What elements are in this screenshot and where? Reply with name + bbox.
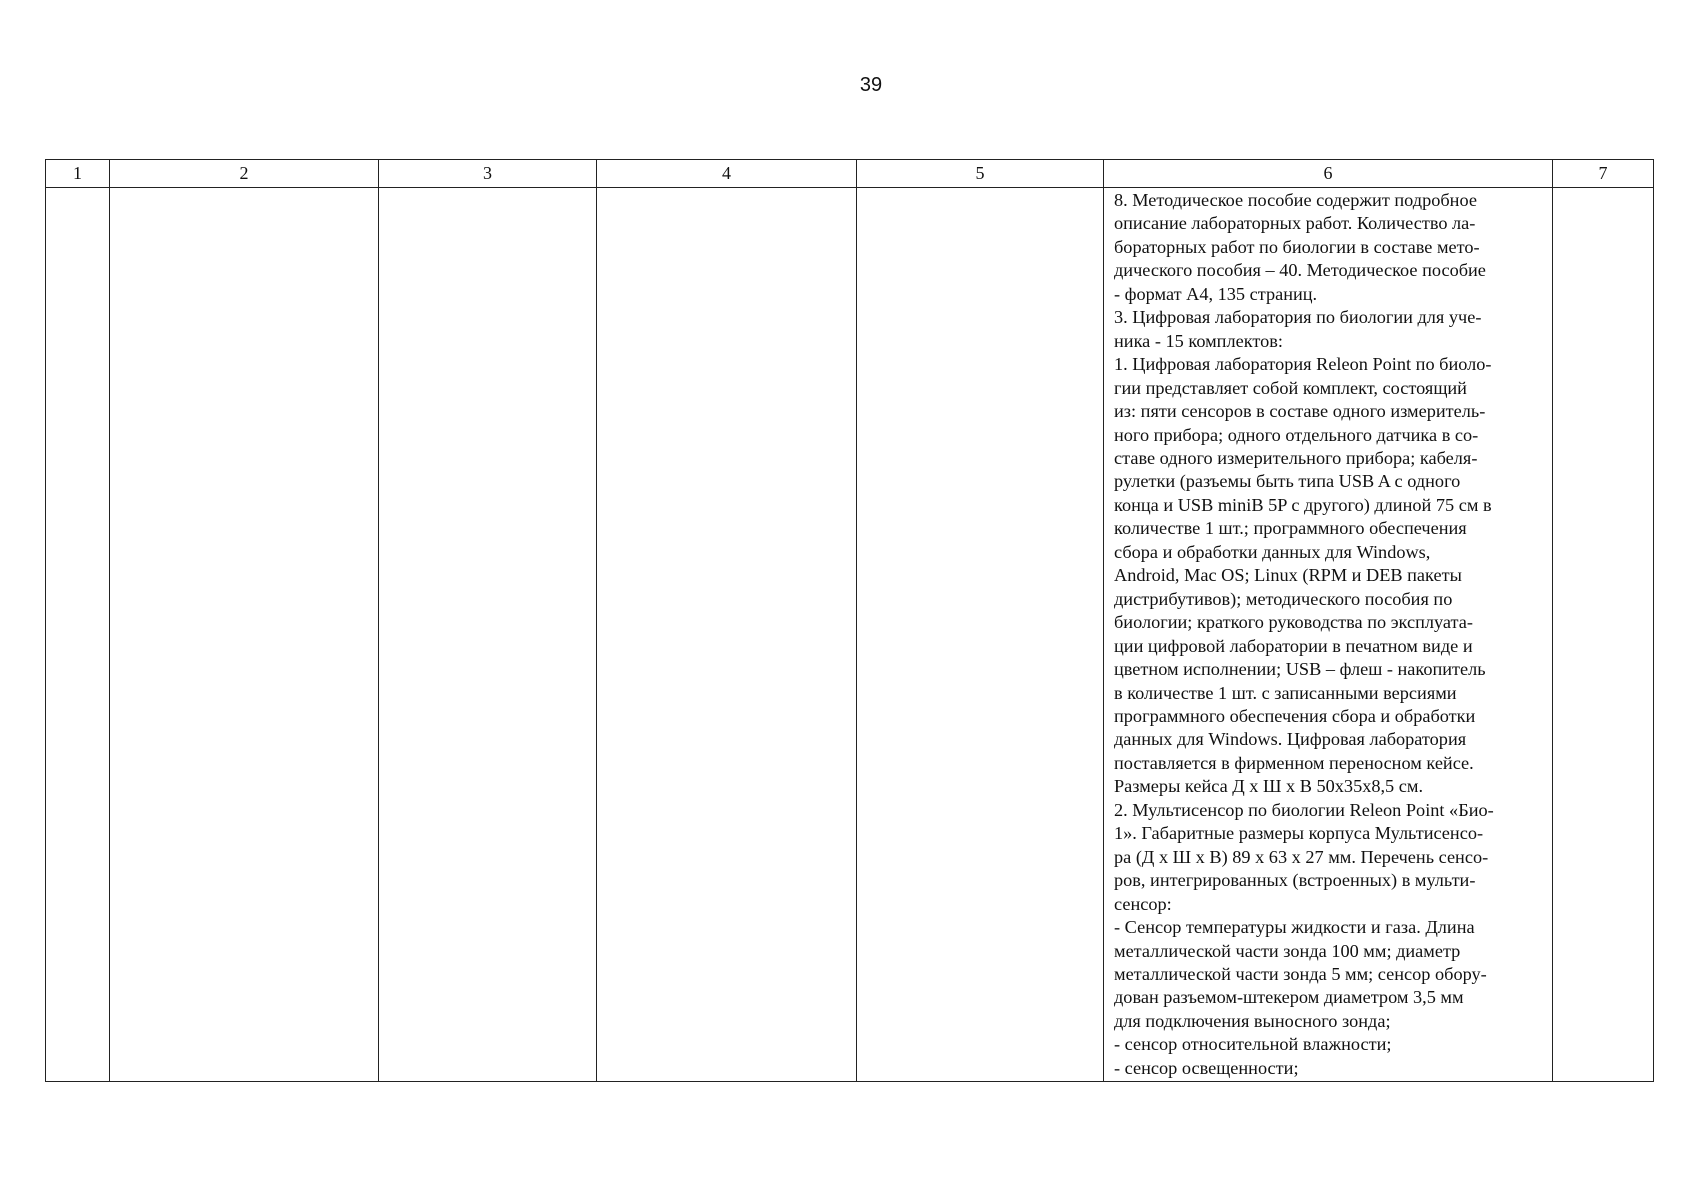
description-line: дован разъемом-штекером диаметром 3,5 мм [1114, 987, 1464, 1008]
description-line: количестве 1 шт.; программного обеспечения [1114, 518, 1467, 539]
description-line: 2. Мультисенсор по биологии Releon Point «Био- [1114, 799, 1494, 820]
description-line: - сенсор относительной влажности; [1114, 1034, 1392, 1055]
cell-col-1 [46, 188, 110, 1082]
cell-col-5 [857, 188, 1104, 1082]
description-line: металлической части зонда 100 мм; диаметр [1114, 940, 1461, 961]
description-line: 1». Габаритные размеры корпуса Мультисенсо- [1114, 823, 1484, 844]
description-line: программного обеспечения сбора и обработки [1114, 705, 1476, 726]
description-line: ра (Д х Ш х В) 89 х 63 х 27 мм. Перечень сенсо- [1114, 846, 1489, 867]
cell-col-4 [597, 188, 857, 1082]
description-line: гии представляет собой комплект, состоящий [1114, 377, 1467, 398]
description-line: - формат А4, 135 страниц. [1114, 283, 1318, 304]
cell-col-3 [379, 188, 597, 1082]
page-number: 39 [859, 74, 883, 96]
description-line: Android, Mac OS; Linux (RPM и DEB пакеты [1114, 565, 1462, 586]
description-line: ставе одного измерительного прибора; кабеля- [1114, 447, 1478, 468]
description-line: 3. Цифровая лаборатория по биологии для уче- [1114, 307, 1482, 328]
description-line: описание лабораторных работ. Количество ла- [1114, 213, 1476, 234]
column-header-4: 4 [597, 160, 857, 188]
description-line: сбора и обработки данных для Windows, [1114, 541, 1431, 562]
description-line: ров, интегрированных (встроенных) в мульти- [1114, 870, 1476, 891]
description-line: бораторных работ по биологии в составе мето- [1114, 236, 1480, 257]
description-line: рулетки (разъемы быть типа USB A с одного [1114, 471, 1461, 492]
column-header-2: 2 [110, 160, 379, 188]
column-header-7: 7 [1553, 160, 1654, 188]
description-line: цветном исполнении; USB – флеш - накопитель [1114, 659, 1486, 680]
cell-col-7 [1553, 188, 1654, 1082]
description-text [1104, 188, 1552, 1080]
description-line: 1. Цифровая лаборатория Releon Point по биоло- [1114, 354, 1492, 375]
description-line: данных для Windows. Цифровая лаборатория [1114, 729, 1467, 750]
description-line: дистрибутивов); методического пособия по [1114, 588, 1453, 609]
description-line: ции цифровой лаборатории в печатном виде и [1114, 635, 1473, 656]
column-header-3: 3 [379, 160, 597, 188]
cell-col-6-description [1104, 188, 1553, 1082]
description-line: ного прибора; одного отдельного датчика в со- [1114, 424, 1479, 445]
description-line: из: пяти сенсоров в составе одного измеритель- [1114, 401, 1486, 422]
description-line: Размеры кейса Д х Ш х В 50х35х8,5 см. [1114, 776, 1424, 797]
description-line: поставляется в фирменном переносном кейсе. [1114, 752, 1474, 773]
description-line: металлической части зонда 5 мм; сенсор обору- [1114, 963, 1487, 984]
description-line: - Сенсор температуры жидкости и газа. Длина [1114, 917, 1475, 938]
description-line: конца и USB miniB 5P с другого) длиной 75 см в [1114, 494, 1492, 515]
description-line: для подключения выносного зонда; [1114, 1010, 1391, 1031]
column-header-5: 5 [857, 160, 1104, 188]
description-line: сенсор: [1114, 893, 1172, 914]
specification-table [45, 159, 1654, 1082]
description-line: ника - 15 комплектов: [1114, 330, 1283, 351]
column-header-1: 1 [46, 160, 110, 188]
description-line: дического пособия – 40. Методическое пособие [1114, 260, 1486, 281]
table-row [46, 188, 1654, 1082]
column-header-6: 6 [1104, 160, 1553, 188]
description-line: - сенсор освещенности; [1114, 1057, 1299, 1078]
table-header-row [46, 160, 1654, 188]
description-line: биологии; краткого руководства по эксплуата- [1114, 612, 1473, 633]
description-line: 8. Методическое пособие содержит подробное [1114, 190, 1477, 210]
cell-col-2 [110, 188, 379, 1082]
description-line: в количестве 1 шт. с записанными версиями [1114, 682, 1457, 703]
